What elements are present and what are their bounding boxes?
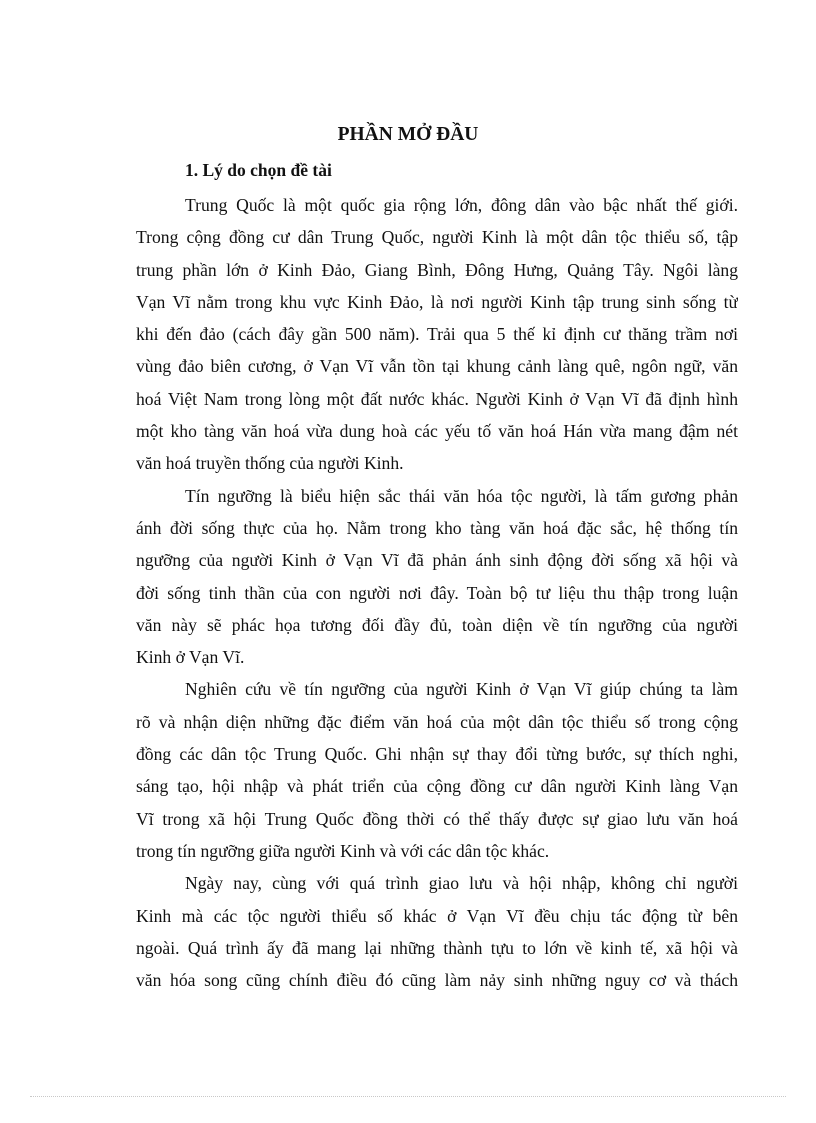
text-line: trong tín ngưỡng giữa người Kinh và với các dân tộc khác.	[136, 840, 550, 861]
text-line: văn hóa song cũng chính điều đó cũng làm nảy sinh những nguy cơ và thách	[136, 970, 738, 991]
text-line: một kho tàng văn hoá vừa dung hoà các yếu tố văn hoá Hán vừa mang đậm nét	[136, 421, 738, 442]
text-line: Trong cộng đồng cư dân Trung Quốc, người Kinh là một dân tộc thiểu số, tập	[136, 227, 738, 248]
text-line: Tín ngưỡng là biểu hiện sắc thái văn hóa tộc người, là tấm gương phản	[185, 485, 738, 506]
text-line: ánh đời sống thực của họ. Nằm trong kho tàng văn hoá đặc sắc, hệ thống tín	[136, 517, 738, 538]
text-line: đồng các dân tộc Trung Quốc. Ghi nhận sự thay đổi từng bước, sự thích nghi,	[136, 744, 738, 765]
paragraph	[136, 867, 738, 996]
text-line: văn hoá truyền thống của người Kinh.	[136, 453, 404, 474]
text-line: đời sống tinh thần của con người nơi đây. Toàn bộ tư liệu thu thập trong luận	[136, 582, 738, 603]
section-heading: 1. Lý do chọn đề tài	[185, 160, 332, 180]
text-line: hoá Việt Nam trong lòng một đất nước khác. Người Kinh ở Vạn Vĩ đã định hình	[136, 388, 738, 409]
paragraph	[136, 673, 738, 867]
text-line: Trung Quốc là một quốc gia rộng lớn, đông dân vào bậc nhất thế giới.	[185, 195, 738, 215]
document-body	[136, 189, 738, 996]
text-line: văn này sẽ phác họa tương đối đầy đủ, toàn diện về tín ngưỡng của người	[136, 614, 738, 635]
text-line: sáng tạo, hội nhập và phát triển của cộng đồng cư dân người Kinh làng Vạn	[136, 776, 738, 797]
page-footer-divider	[30, 1096, 786, 1097]
text-line: ngoài. Quá trình ấy đã mang lại những thành tựu to lớn về kinh tế, xã hội và	[136, 937, 738, 958]
text-line: Nghiên cứu về tín ngưỡng của người Kinh ở Vạn Vĩ giúp chúng ta làm	[185, 679, 738, 700]
text-line: Kinh ở Vạn Vĩ.	[136, 647, 245, 668]
text-line: trung phần lớn ở Kinh Đảo, Giang Bình, Đông Hưng, Quảng Tây. Ngôi làng	[136, 259, 738, 280]
text-line: rõ và nhận diện những đặc điểm văn hoá của một dân tộc thiểu số trong cộng	[136, 711, 738, 732]
page-title: PHẦN MỞ ĐẦU	[337, 124, 479, 145]
paragraph	[136, 480, 738, 674]
text-line: khi đến đảo (cách đây gần 500 năm). Trải qua 5 thế kỉ định cư thăng trầm nơi	[136, 324, 738, 345]
text-line: Vĩ trong xã hội Trung Quốc đồng thời có thể thấy được sự giao lưu văn hoá	[136, 808, 738, 829]
paragraph	[136, 189, 738, 480]
text-line: vùng đảo biên cương, ở Vạn Vĩ vẫn tồn tại khung cảnh làng quê, ngôn ngữ, văn	[136, 356, 738, 377]
text-line: Ngày nay, cùng với quá trình giao lưu và hội nhập, không chỉ người	[185, 873, 738, 894]
text-line: Kinh mà các tộc người thiểu số khác ở Vạn Vĩ đều chịu tác động từ bên	[136, 905, 738, 926]
text-line: ngưỡng của người Kinh ở Vạn Vĩ đã phản ánh sinh động đời sống xã hội và	[136, 550, 738, 571]
text-line: Vạn Vĩ nằm trong khu vực Kinh Đảo, là nơi người Kinh tập trung sinh sống từ	[136, 291, 738, 312]
